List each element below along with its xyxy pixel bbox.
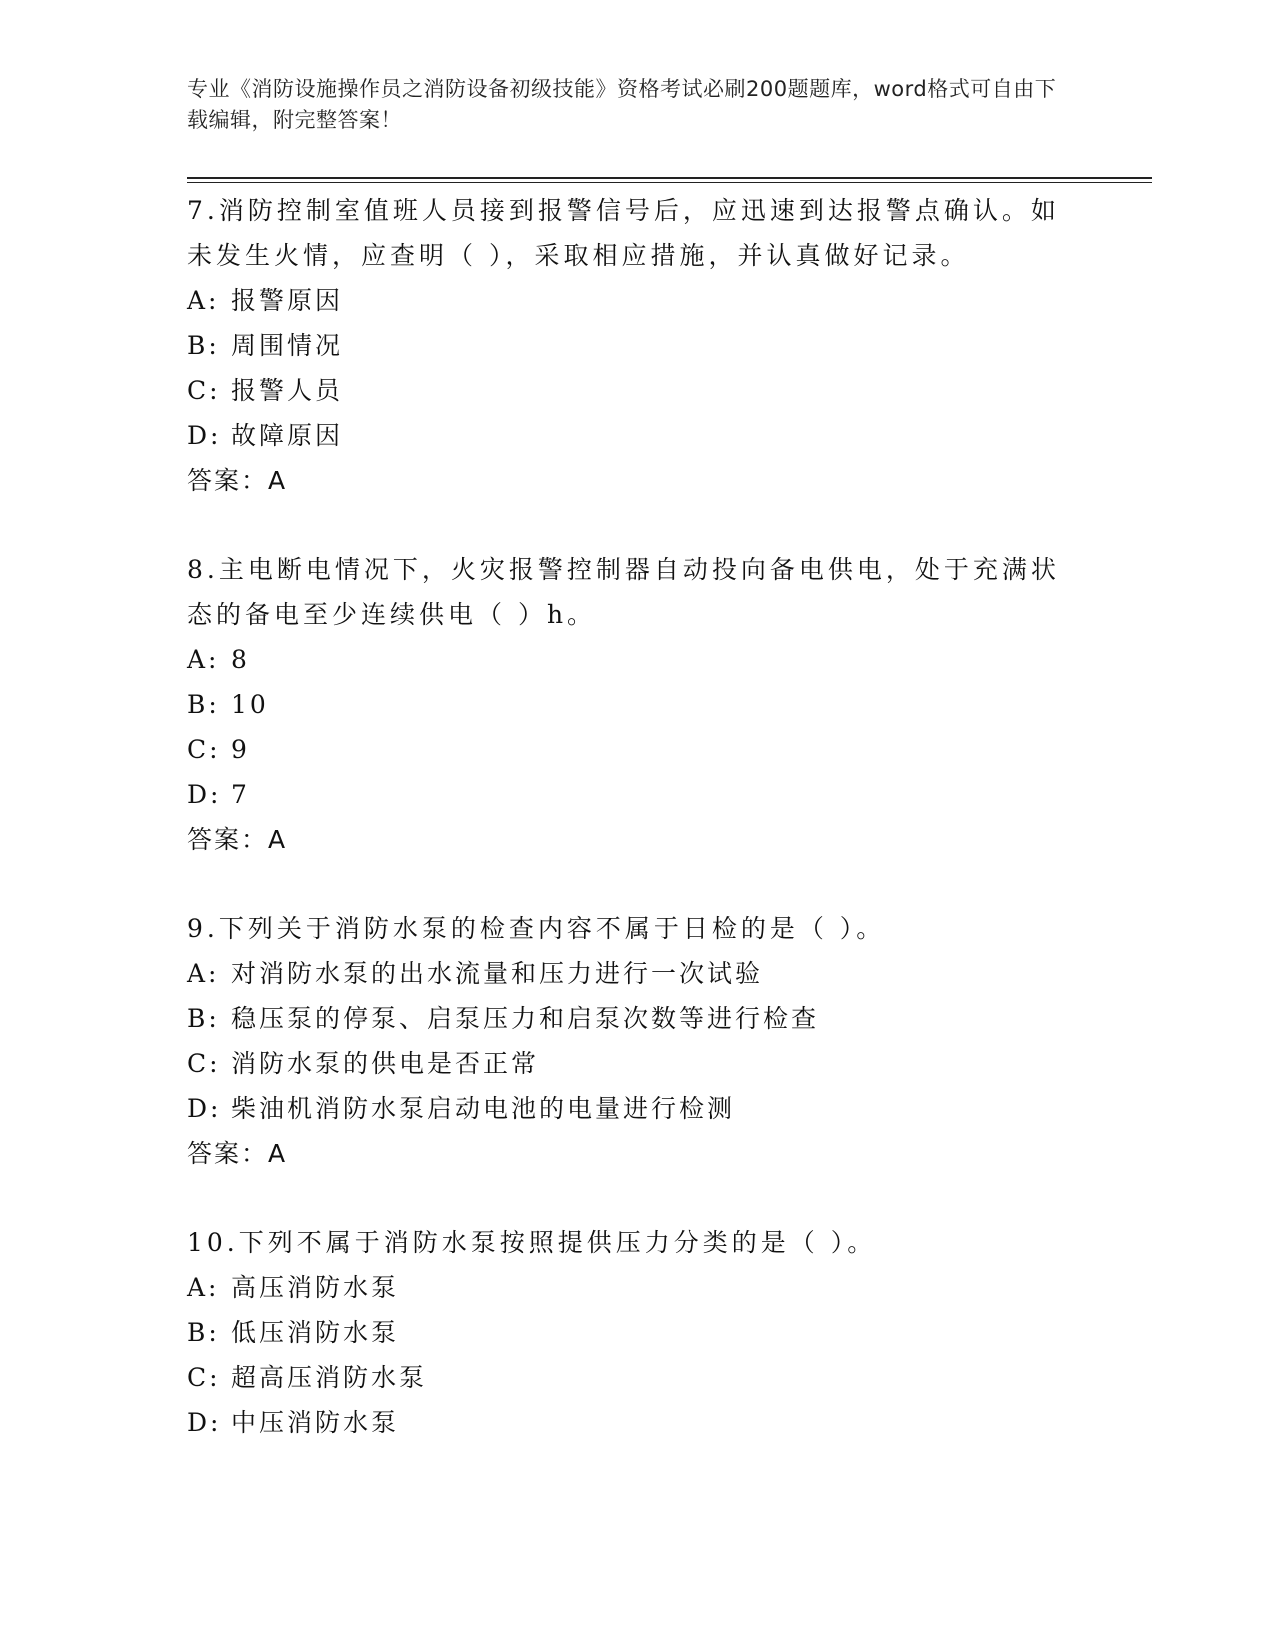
option-text: 低压消防水泵 <box>231 1318 400 1347</box>
header-divider-thick <box>187 177 1152 179</box>
option-d <box>187 1086 1067 1131</box>
option-letter: B: <box>187 1004 220 1033</box>
option-b <box>187 323 1067 368</box>
answer-line: 答案：A <box>187 825 288 854</box>
option-text: 稳压泵的停泵、启泵压力和启泵次数等进行检查 <box>231 1004 820 1033</box>
option-letter: B: <box>187 690 220 719</box>
header-divider-thin <box>187 182 1152 183</box>
option-text: 故障原因 <box>231 421 344 450</box>
option-letter: A: <box>187 286 220 315</box>
option-c <box>187 1355 1067 1400</box>
question-9 <box>187 906 1067 1176</box>
question-stem: 7.消防控制室值班人员接到报警信号后，应迅速到达报警点确认。如未发生火情，应查明（ ），采取相应措施，并认真做好记录。 <box>187 196 1060 270</box>
option-text: 10 <box>231 690 269 719</box>
option-text: 柴油机消防水泵启动电池的电量进行检测 <box>231 1094 736 1123</box>
question-7 <box>187 188 1067 503</box>
option-text: 8 <box>231 645 250 674</box>
option-letter: A: <box>187 1273 220 1302</box>
option-letter: A: <box>187 645 220 674</box>
option-d <box>187 1400 1067 1445</box>
option-b <box>187 682 1067 727</box>
option-b <box>187 996 1067 1041</box>
option-b <box>187 1310 1067 1355</box>
option-letter: D: <box>187 1094 222 1123</box>
option-text: 消防水泵的供电是否正常 <box>231 1049 540 1078</box>
question-stem: 9.下列关于消防水泵的检查内容不属于日检的是（ ）。 <box>187 914 886 943</box>
option-letter: B: <box>187 331 220 360</box>
option-letter: B: <box>187 1318 220 1347</box>
option-letter: C: <box>187 1049 221 1078</box>
option-a <box>187 1265 1067 1310</box>
option-text: 报警人员 <box>231 376 344 405</box>
answer-line: 答案：A <box>187 466 288 495</box>
option-letter: A: <box>187 959 220 988</box>
document-header: 专业《消防设施操作员之消防设备初级技能》资格考试必刷200题题库，word格式可自由下载编辑，附完整答案！ <box>187 77 1057 132</box>
question-8 <box>187 547 1067 862</box>
option-d <box>187 413 1067 458</box>
question-list <box>187 188 1067 1489</box>
option-text: 对消防水泵的出水流量和压力进行一次试验 <box>231 959 764 988</box>
option-text: 报警原因 <box>231 286 344 315</box>
option-a <box>187 951 1067 996</box>
option-text: 7 <box>231 780 250 809</box>
question-10 <box>187 1220 1067 1445</box>
option-c <box>187 727 1067 772</box>
option-c <box>187 368 1067 413</box>
option-a <box>187 278 1067 323</box>
option-letter: D: <box>187 780 222 809</box>
option-letter: C: <box>187 1363 221 1392</box>
option-c <box>187 1041 1067 1086</box>
option-d <box>187 772 1067 817</box>
question-stem: 8.主电断电情况下，火灾报警控制器自动投向备电供电，处于充满状态的备电至少连续供电（ ）h。 <box>187 555 1060 629</box>
option-text: 9 <box>231 735 250 764</box>
option-letter: D: <box>187 1408 222 1437</box>
question-stem: 10.下列不属于消防水泵按照提供压力分类的是（ ）。 <box>187 1228 877 1257</box>
option-text: 中压消防水泵 <box>231 1408 400 1437</box>
option-letter: C: <box>187 376 221 405</box>
option-text: 高压消防水泵 <box>231 1273 400 1302</box>
option-text: 周围情况 <box>231 331 344 360</box>
option-letter: D: <box>187 421 222 450</box>
option-text: 超高压消防水泵 <box>231 1363 428 1392</box>
answer-line: 答案：A <box>187 1139 288 1168</box>
option-letter: C: <box>187 735 221 764</box>
option-a <box>187 637 1067 682</box>
